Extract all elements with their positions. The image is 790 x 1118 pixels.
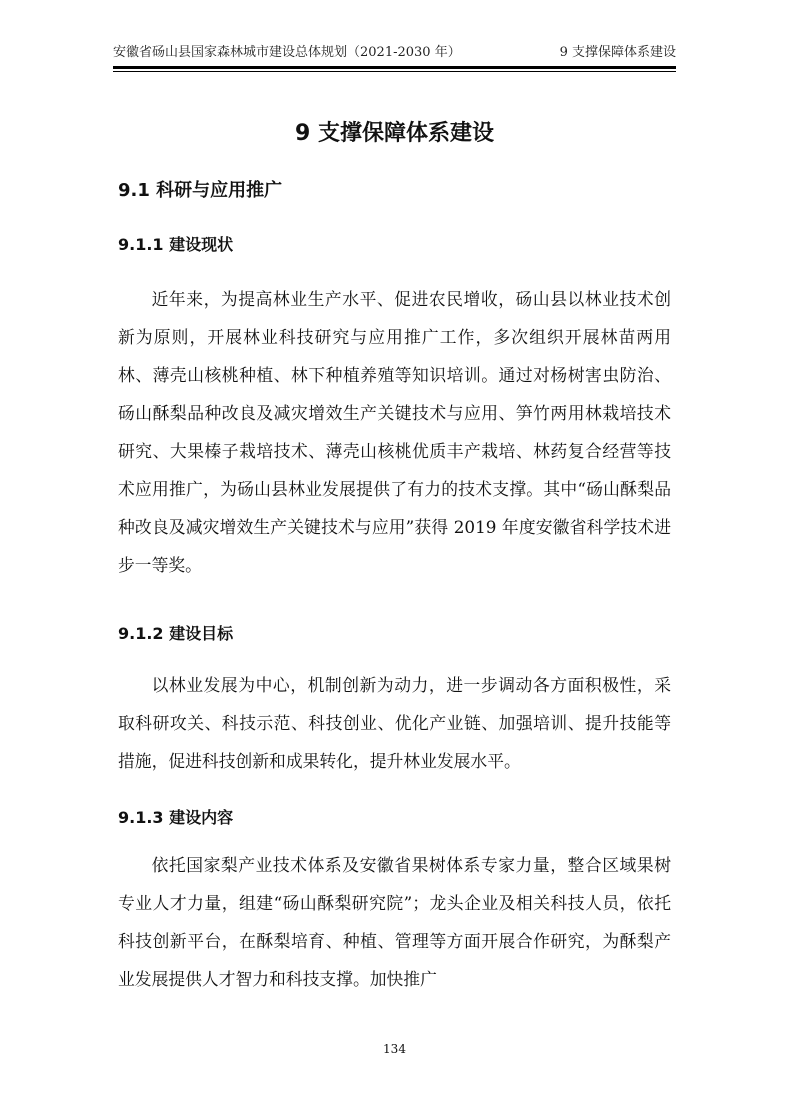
- section-heading-9-1: 9.1 科研与应用推广: [118, 180, 283, 201]
- chapter-title: 9 支撑保障体系建设: [295, 121, 494, 146]
- paragraph-current-status: 近年来，为提高林业生产水平、促进农民增收，砀山县以林业技术创新为原则，开展林业科技研究与应用推广工作，多次组织开展林苗两用林、薄壳山核桃种植、林下种植养殖等知识培训。通过对杨树害虫防治、砀山酥梨品种改良及减灾增效生产关键技术与应用、笋竹两用林栽培技术研究、大果榛子栽培技术、薄壳山核桃优质丰产栽培、林药复合经营等技术应用推广，为砀山县林业发展提供了有力的技术支撑。其中“砀山酥梨品种改良及减灾增效生产关键技术与应用”获得 2019 年度安徽省科学技术进步一等奖。: [118, 289, 671, 575]
- header-rule-thin: [113, 71, 676, 72]
- subsection-heading-9-1-3: 9.1.3 建设内容: [118, 808, 234, 827]
- header-document-title: 安徽省砀山县国家森林城市建设总体规划（2021-2030 年）: [113, 45, 461, 60]
- paragraph-contents: 依托国家梨产业技术体系及安徽省果树体系专家力量，整合区域果树专业人才力量，组建“砀山酥梨研究院”；龙头企业及相关科技人员，依托科技创新平台，在酥梨培育、种植、管理等方面开展合作研究，为酥梨产业发展提供人才智力和科技支撑。加快推广: [118, 855, 671, 989]
- paragraph-goals: 以林业发展为中心，机制创新为动力，进一步调动各方面积极性，采取科研攻关、科技示范、科技创业、优化产业链、加强培训、提升技能等措施，促进科技创新和成果转化，提升林业发展水平。: [118, 675, 671, 771]
- running-header: [113, 42, 676, 64]
- subsection-heading-9-1-1: 9.1.1 建设现状: [118, 235, 234, 254]
- subsection-heading-9-1-2: 9.1.2 建设目标: [118, 624, 234, 643]
- header-rule-thick: [113, 66, 676, 69]
- header-chapter-title: 9 支撑保障体系建设: [559, 45, 676, 60]
- page-number: 134: [383, 1042, 406, 1056]
